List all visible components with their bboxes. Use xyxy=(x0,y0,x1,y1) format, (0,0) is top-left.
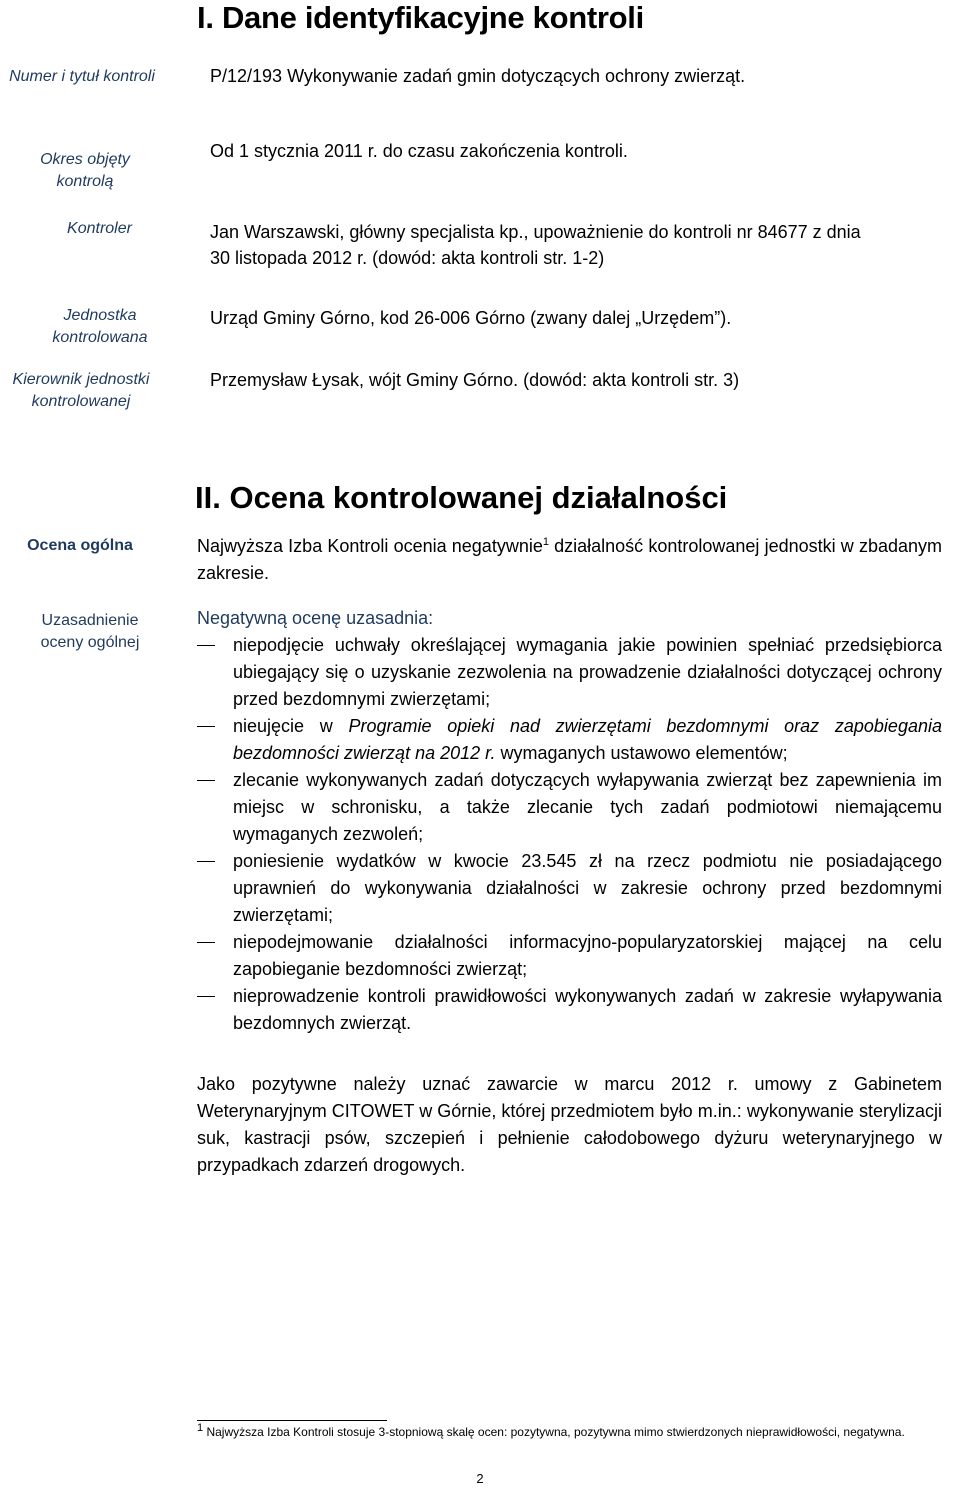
program-title: Programie opieki nad zwierzętami bezdomnymi oraz zapobiegania bezdomności zwierząt na 2012 r. xyxy=(233,716,942,763)
list-item xyxy=(197,848,942,929)
justification-block xyxy=(197,605,942,1037)
value-controller-line2: 30 listopada 2012 r. (dowód: akta kontroli str. 1-2) xyxy=(210,248,605,268)
list-item xyxy=(197,929,942,983)
footnote-ref: 1 xyxy=(542,536,549,548)
label-overall-assessment: Ocena ogólna xyxy=(27,537,133,554)
label-controller: Kontroler xyxy=(67,220,132,237)
dash-bullet xyxy=(197,861,215,862)
footnote-number: 1 xyxy=(197,1422,204,1434)
overall-text-b: działalność kontrolowanej jednostki w zbadanym zakresie. xyxy=(197,536,942,583)
dash-bullet xyxy=(197,645,215,646)
value-audited-unit: Urząd Gminy Górno, kod 26-006 Górno (zwany dalej „Urzędem”). xyxy=(210,308,732,328)
label-control-period: Okres objęty kontrolą xyxy=(40,151,130,190)
label-audited-unit: Jednostka kontrolowana xyxy=(52,307,148,346)
dash-bullet xyxy=(197,996,215,997)
justification-list xyxy=(197,632,942,1037)
list-item xyxy=(197,713,942,767)
list-item-text: nieprowadzenie kontroli prawidłowości wykonywanych zadań w zakresie wyłapywania bezdomnych zwierząt. xyxy=(233,986,942,1033)
footnote-text: Najwyższa Izba Kontroli stosuje 3-stopniową skalę ocen: pozytywna, pozytywna mimo stwierdzonych nieprawidłowości, negatywna. xyxy=(203,1425,905,1439)
list-item-text: zlecanie wykonywanych zadań dotyczących wyłapywania zwierząt bez zapewnienia im miejsc w schronisku, a także zlecanie tych zadań podmiotowi niemającemu wymaganych zezwoleń; xyxy=(233,770,942,844)
value-control-period: Od 1 stycznia 2011 r. do czasu zakończenia kontroli. xyxy=(210,141,628,161)
overall-assessment-text xyxy=(197,533,942,587)
list-item xyxy=(197,767,942,848)
positive-assessment-text: Jako pozytywne należy uznać zawarcie w marcu 2012 r. umowy z Gabinetem Weterynaryjnym CITOWET w Górnie, której przedmiotem było m.in.: wykonywanie sterylizacji suk, kastracji psów, szczepień i pełnienie całodobowego dyżuru weterynaryjnego w przypadkach zdarzeń drogowych. xyxy=(197,1074,942,1175)
list-item-text: wymaganych ustawowo elementów; xyxy=(495,743,788,763)
justification-intro: Negatywną ocenę uzasadnia: xyxy=(197,608,434,628)
dash-bullet xyxy=(197,780,215,781)
list-item-text: nieujęcie w xyxy=(233,716,349,736)
section-1-heading: I. Dane identyfikacyjne kontroli xyxy=(197,0,644,35)
footnote xyxy=(197,1423,942,1441)
page-number: 2 xyxy=(476,1471,484,1486)
label-justification: Uzasadnienie oceny ogólnej xyxy=(40,612,140,651)
dash-bullet xyxy=(197,726,215,727)
value-unit-head: Przemysław Łysak, wójt Gminy Górno. (dowód: akta kontroli str. 3) xyxy=(210,370,740,390)
label-unit-head: Kierownik jednostki kontrolowanej xyxy=(12,371,150,410)
list-item-text: poniesienie wydatków w kwocie 23.545 zł na rzecz podmiotu nie posiadającego uprawnień do wykonywania działalności w zakresie ochrony przed bezdomnymi zwierzętami; xyxy=(233,851,942,925)
overall-text-a: Najwyższa Izba Kontroli ocenia negatywnie xyxy=(197,536,543,556)
dash-bullet xyxy=(197,942,215,943)
footnote-separator xyxy=(197,1420,387,1421)
list-item xyxy=(197,983,942,1037)
list-item xyxy=(197,632,942,713)
label-control-number: Numer i tytuł kontroli xyxy=(9,68,155,85)
section-2-heading: II. Ocena kontrolowanej działalności xyxy=(195,480,728,515)
value-control-number: P/12/193 Wykonywanie zadań gmin dotyczących ochrony zwierząt. xyxy=(210,66,746,86)
value-controller-line1: Jan Warszawski, główny specjalista kp., upoważnienie do kontroli nr 84677 z dnia xyxy=(210,222,861,242)
list-item-text: niepodejmowanie działalności informacyjno-popularyzatorskiej mającej na celu zapobieganie bezdomności zwierząt; xyxy=(233,932,942,979)
list-item-text: niepodjęcie uchwały określającej wymagania jakie powinien spełniać przedsiębiorca ubiegający się o uzyskanie zezwolenia na prowadzenie działalności dotyczącej ochrony przed bezdomnymi zwierzętami; xyxy=(233,635,942,709)
